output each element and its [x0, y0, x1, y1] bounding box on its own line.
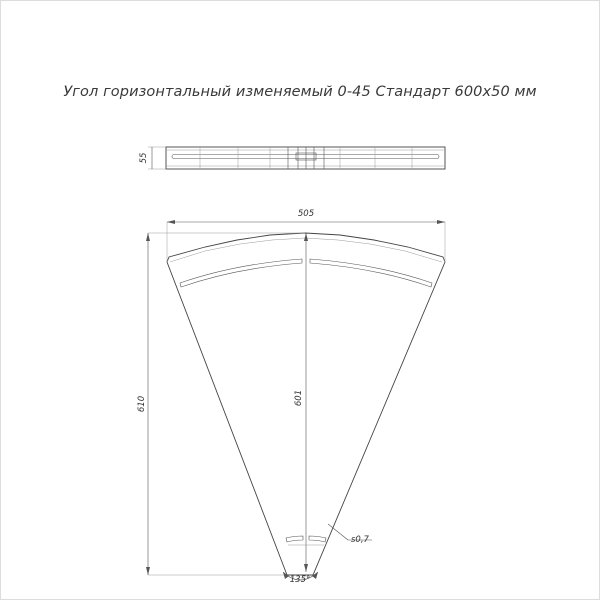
drawing-title: Угол горизонтальный изменяемый 0-45 Стандарт 600х50 мм — [63, 84, 537, 100]
side-view-slot — [172, 155, 439, 159]
side-view-outline — [166, 147, 445, 169]
angle-label: 135° — [289, 575, 311, 585]
tip-slot-right — [309, 536, 326, 542]
thickness-label: s0,7 — [351, 535, 369, 545]
side-height-label: 55 — [139, 152, 149, 164]
tip-slot-left — [286, 536, 303, 542]
top-view — [137, 209, 445, 585]
left-slot — [180, 259, 302, 287]
total-length-label: 610 — [137, 395, 147, 413]
center-length-label: 601 — [294, 389, 304, 407]
width-label: 505 — [297, 209, 315, 219]
side-view — [139, 147, 445, 169]
right-slot — [310, 259, 432, 287]
